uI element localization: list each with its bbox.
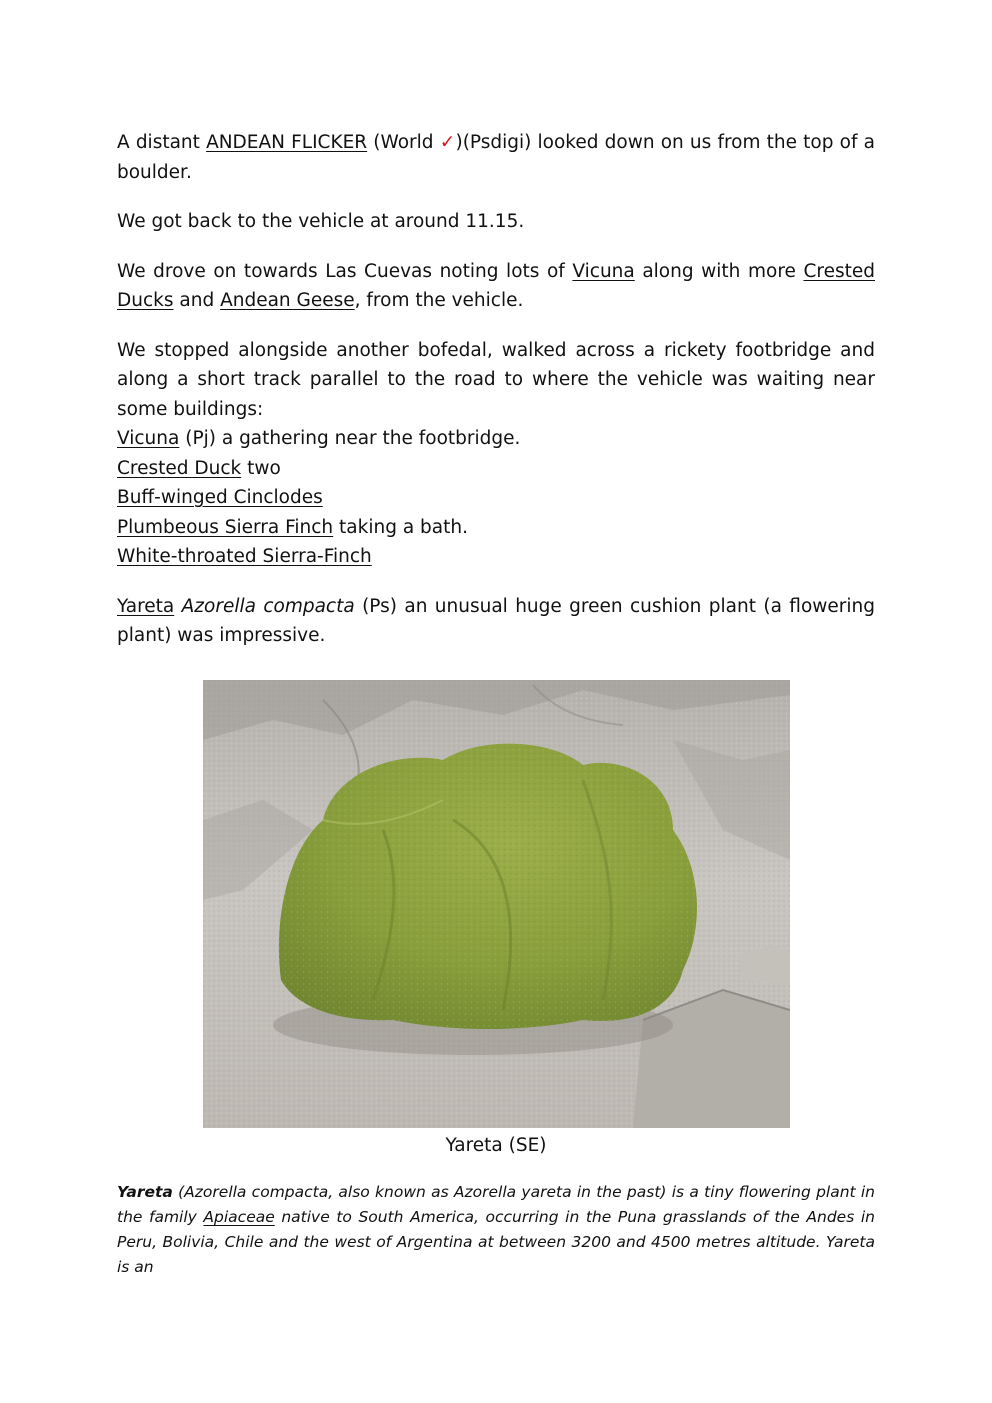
- drive-paragraph: [117, 257, 875, 316]
- checkmark-icon: ✓: [439, 132, 456, 153]
- text: (World: [367, 132, 440, 153]
- text: (Ps) an unusual huge green cushion plant (a flowering plant) was impressive.: [117, 595, 875, 646]
- text: (Azorella compacta, also known as Azorella yareta in the past) is a tiny flowering plant in the family: [117, 1183, 875, 1226]
- andean-flicker-link[interactable]: ANDEAN FLICKER: [206, 132, 368, 153]
- species-note: (Pj) a gathering near the footbridge.: [179, 428, 521, 449]
- species-link[interactable]: White-throated Sierra-Finch: [117, 546, 372, 567]
- apiaceae-link[interactable]: Apiaceae: [203, 1208, 275, 1226]
- text: along with more: [634, 260, 804, 282]
- list-item: [117, 513, 875, 543]
- species-link[interactable]: Vicuna: [117, 428, 180, 449]
- species-link[interactable]: Crested Duck: [117, 457, 242, 479]
- yareta-info-paragraph: [117, 1180, 875, 1280]
- text: )(Psdigi) looked down on us from the top of a boulder.: [117, 132, 875, 183]
- species-note: taking a bath.: [333, 516, 468, 538]
- yareta-paragraph: [117, 592, 875, 651]
- text: and: [173, 290, 221, 311]
- andean-geese-link[interactable]: Andean Geese: [220, 290, 355, 311]
- vehicle-paragraph: We got back to the vehicle at around 11.15.: [117, 211, 525, 232]
- text: We drove on towards Las Cuevas noting lots of: [117, 260, 573, 282]
- list-item: [117, 424, 875, 454]
- flicker-paragraph: [117, 128, 875, 187]
- latin-name: Azorella compacta: [181, 595, 355, 617]
- bofedal-paragraph: We stopped alongside another bofedal, walked across a rickety footbridge and along a short track parallel to the road to where the vehicle was waiting near some buildings:: [117, 339, 875, 420]
- crested-ducks-link[interactable]: Crested Ducks: [117, 260, 875, 311]
- document-body: [117, 128, 875, 671]
- text: native to South America, occurring in the Puna grasslands of the Andes in Peru, Bolivia, Chile and the west of Argentina at between 3200 and 4500 metres altitude. Yareta is an: [117, 1208, 875, 1276]
- info-bold-title: Yareta: [117, 1183, 173, 1201]
- text: , from the vehicle.: [354, 290, 524, 311]
- yareta-photo: [203, 680, 790, 1128]
- species-link[interactable]: Buff-winged Cinclodes: [117, 487, 323, 508]
- vicuna-link[interactable]: Vicuna: [572, 260, 635, 282]
- yareta-photo-image: [203, 680, 790, 1128]
- text: A distant: [117, 132, 207, 153]
- photo-caption: Yareta (SE): [445, 1135, 547, 1156]
- species-link[interactable]: Plumbeous Sierra Finch: [117, 516, 334, 538]
- species-note: two: [241, 457, 281, 479]
- list-item: [117, 542, 875, 572]
- list-item: [117, 483, 875, 513]
- species-list: [117, 424, 875, 572]
- yareta-link[interactable]: Yareta: [117, 595, 175, 617]
- list-item: [117, 454, 875, 484]
